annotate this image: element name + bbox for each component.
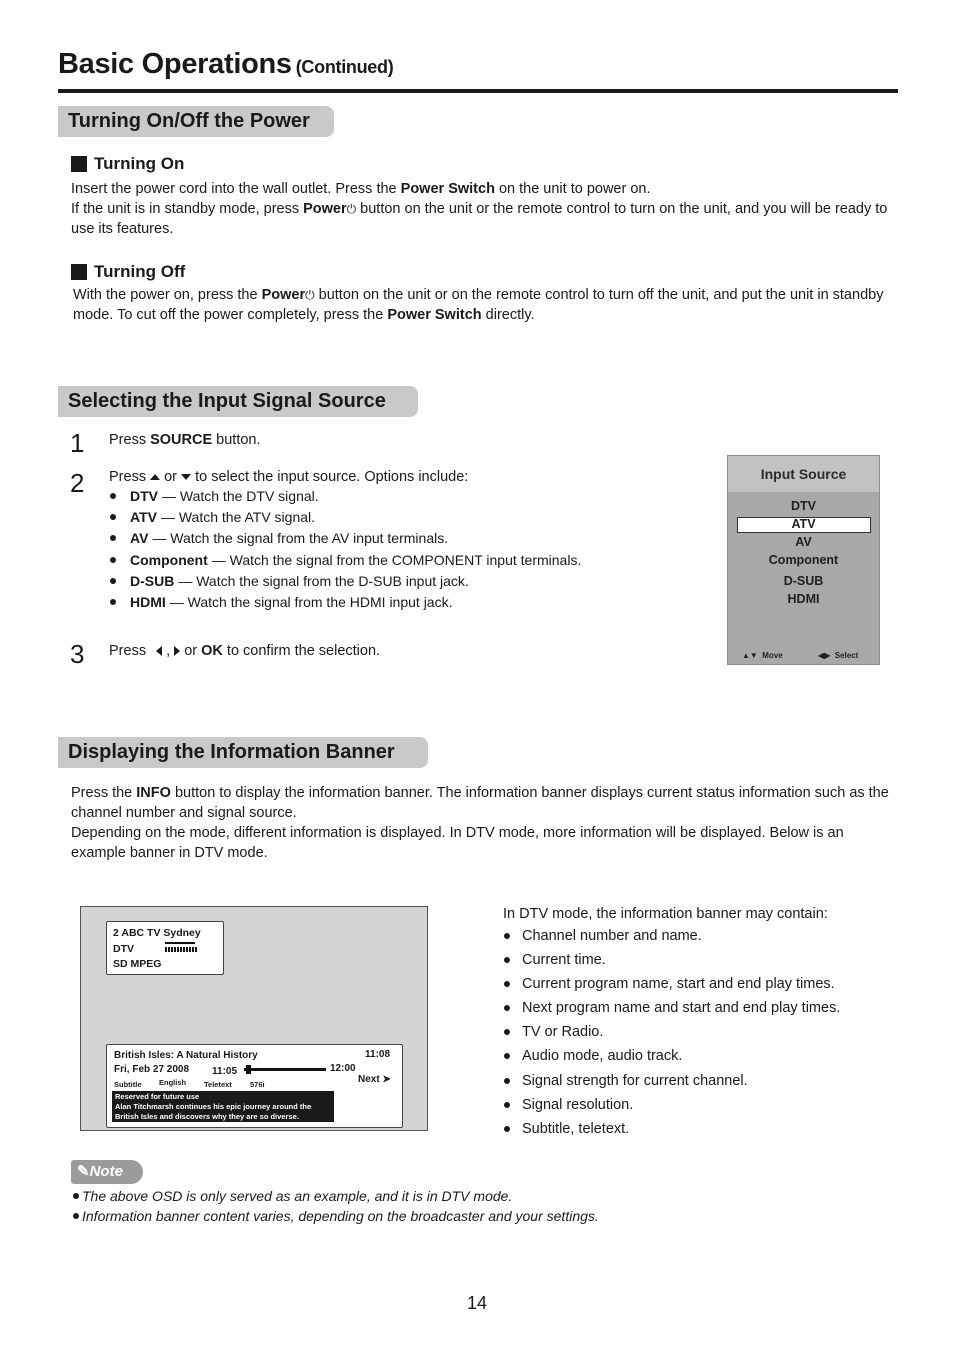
- step-number: 3: [70, 639, 85, 669]
- step-number: 1: [70, 428, 85, 458]
- section-source-heading: Selecting the Input Signal Source: [58, 386, 418, 417]
- step3-text: Press , or OK to confirm the selection.: [109, 643, 381, 659]
- current-clock: 11:08: [365, 1049, 391, 1060]
- teletext-label: Teletext: [204, 1080, 232, 1089]
- list-item: D-SUB — Watch the signal from the D-SUB input jack.: [110, 573, 469, 589]
- list-item: AV — Watch the signal from the AV input terminals.: [110, 530, 448, 546]
- list-item: Current program name, start and end play times.: [504, 976, 835, 992]
- channel-info-box: [106, 921, 224, 975]
- turning-off-title: Turning Off: [94, 262, 186, 281]
- page-number: 14: [466, 1293, 488, 1313]
- up-down-buttons-icon: ▲▼: [742, 651, 758, 660]
- bullet-icon: [504, 1102, 510, 1108]
- list-item: TV or Radio.: [504, 1024, 603, 1040]
- audio-track: English: [159, 1078, 187, 1087]
- list-item: DTV — Watch the DTV signal.: [110, 488, 319, 504]
- next-arrow-icon: ➤: [382, 1074, 391, 1085]
- menu-item-hdmi[interactable]: HDMI: [787, 592, 820, 606]
- bullet-icon: [110, 493, 116, 499]
- bullet-icon: [504, 981, 510, 987]
- signal-strength-icon: [165, 942, 197, 952]
- list-item: HDMI — Watch the signal from the HDMI input jack.: [110, 594, 452, 610]
- list-item: Signal resolution.: [504, 1097, 633, 1113]
- video-format: SD MPEG: [113, 958, 162, 970]
- left-right-buttons-icon: ◀▶: [818, 651, 831, 660]
- menu-item-av[interactable]: AV: [795, 535, 812, 549]
- list-item: Subtitle, teletext.: [504, 1121, 629, 1137]
- title-divider: [58, 89, 898, 93]
- down-arrow-icon: [181, 474, 191, 480]
- note-badge: ✎Note: [71, 1160, 143, 1184]
- step2-text: Press or to select the input source. Options include:: [109, 469, 469, 485]
- bullet-icon: [504, 1029, 510, 1035]
- program-date: Fri, Feb 27 2008: [114, 1064, 190, 1075]
- page-title-text: Basic Operations: [58, 48, 292, 80]
- section-power-heading: Turning On/Off the Power: [58, 106, 334, 137]
- note-line: The above OSD is only served as an example, and it is in DTV mode.: [73, 1188, 512, 1204]
- input-source-menu: [727, 455, 880, 665]
- list-item: Audio mode, audio track.: [504, 1048, 682, 1064]
- next-program: Next ➤: [358, 1074, 391, 1085]
- program-progress-bar: [244, 1068, 326, 1071]
- page-title: [58, 48, 393, 81]
- channel-name: 2 ABC TV Sydney: [113, 927, 201, 939]
- program-description: Reserved for future use Alan Titchmarsh continues his epic journey around the British Isles and discovers why they are so diverse.: [112, 1091, 334, 1122]
- bullet-icon: [110, 578, 116, 584]
- up-arrow-icon: [150, 474, 160, 480]
- menu-item-dtv[interactable]: DTV: [791, 499, 816, 513]
- move-hint: ▲▼ Move: [742, 651, 783, 660]
- start-time: 11:05: [212, 1066, 238, 1077]
- page-title-continued: (Continued): [295, 57, 394, 77]
- bullet-icon: [73, 1213, 79, 1219]
- turning-off-text: With the power on, press the Power⏻ button on the unit or on the remote control to turn off the unit, and put the unit in standby mode. To cut off the power completely, press the Power Switch directly.: [73, 287, 884, 323]
- bullet-icon: [110, 514, 116, 520]
- list-item: Signal strength for current channel.: [504, 1073, 748, 1089]
- turning-on-title: Turning On: [94, 154, 185, 173]
- banner-intro-text: Press the INFO button to display the information banner. The information banner displays current status information such as the channel number and signal source. Depending on the mode, different information is displayed. In DTV mode, more information will be displayed. Below is an example banner in DTV mode.: [71, 785, 889, 861]
- power-symbol-icon: ⏻: [305, 288, 315, 302]
- bullet-icon: [504, 1126, 510, 1132]
- power-symbol-icon: ⏻: [346, 202, 357, 216]
- menu-item-dsub[interactable]: D-SUB: [783, 574, 824, 588]
- turning-off-heading: [71, 262, 185, 282]
- list-item: Channel number and name.: [504, 928, 702, 944]
- menu-item-component[interactable]: Component: [768, 553, 839, 567]
- bullet-icon: [504, 1053, 510, 1059]
- menu-item-atv[interactable]: ATV: [791, 517, 816, 531]
- step1-text: Press SOURCE button.: [109, 432, 261, 448]
- banner-list-intro: In DTV mode, the information banner may contain:: [503, 906, 828, 922]
- square-bullet-icon: [71, 264, 87, 280]
- select-hint: ◀▶ Select: [818, 651, 859, 660]
- tv-screen-example: [80, 906, 428, 1131]
- program-info-box: [106, 1044, 403, 1128]
- list-item: Component — Watch the signal from the COMPONENT input terminals.: [110, 552, 581, 568]
- list-item: Current time.: [504, 952, 606, 968]
- pencil-icon: ✎: [77, 1163, 90, 1180]
- note-line: Information banner content varies, depending on the broadcaster and your settings.: [73, 1208, 599, 1224]
- input-source-menu-title: Input Source: [728, 456, 879, 492]
- program-name: British Isles: A Natural History: [114, 1050, 258, 1061]
- end-time: 12:00: [330, 1063, 356, 1074]
- channel-mode: DTV: [113, 943, 134, 955]
- list-item: ATV — Watch the ATV signal.: [110, 509, 315, 525]
- bullet-icon: [73, 1193, 79, 1199]
- bullet-icon: [110, 535, 116, 541]
- bullet-icon: [504, 957, 510, 963]
- subtitle-label: Subtitle: [114, 1080, 142, 1089]
- bullet-icon: [110, 557, 116, 563]
- section-banner-heading: Displaying the Information Banner: [58, 737, 428, 768]
- bullet-icon: [504, 1005, 510, 1011]
- square-bullet-icon: [71, 156, 87, 172]
- list-item: Next program name and start and end play times.: [504, 1000, 840, 1016]
- turning-on-heading: [71, 154, 184, 174]
- step-number: 2: [70, 468, 85, 498]
- bullet-icon: [504, 1078, 510, 1084]
- bullet-icon: [110, 599, 116, 605]
- resolution: 576i: [250, 1080, 265, 1089]
- turning-on-text: Insert the power cord into the wall outlet. Press the Power Switch on the unit to power on. If the unit is in standby mode, press Power⏻ button on the unit or the remote control to turn on the unit, and you will be ready to use its features.: [71, 181, 888, 237]
- bullet-icon: [504, 933, 510, 939]
